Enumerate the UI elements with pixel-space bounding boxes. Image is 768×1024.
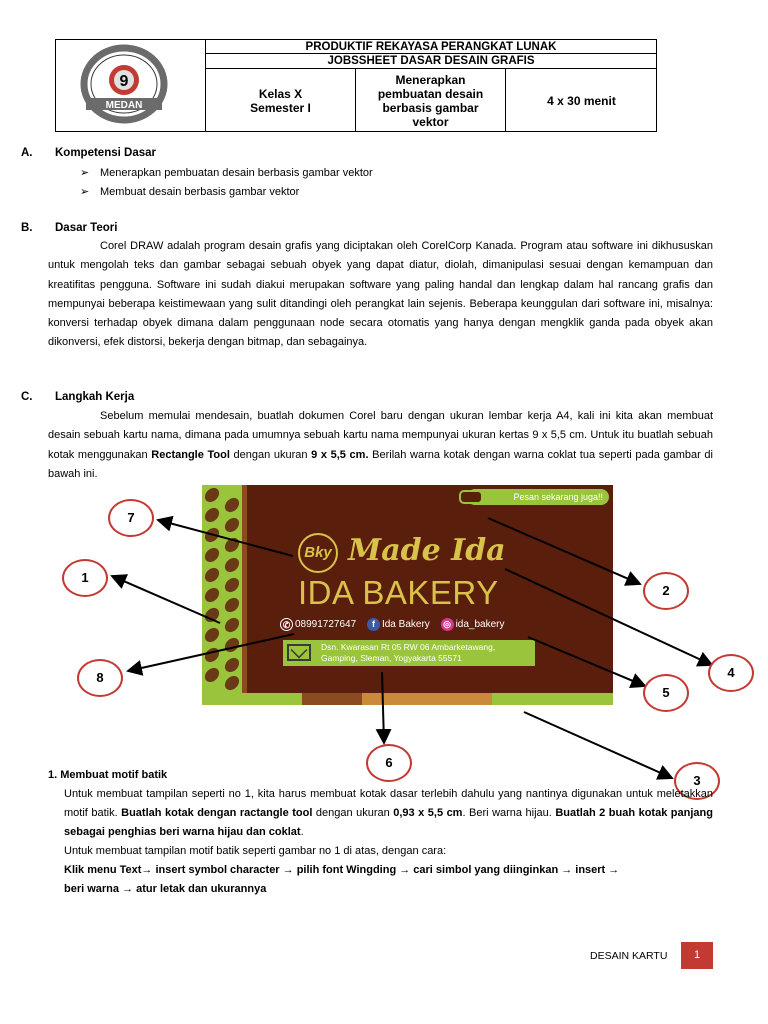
section-b-letter: B.	[21, 222, 33, 234]
footer-label: DESAIN KARTU	[590, 950, 668, 962]
callout-8: 8	[77, 659, 123, 697]
logo-inner-text: 9	[119, 73, 129, 90]
bullet-item: ➢ Membuat desain berbasis gambar vektor	[80, 186, 300, 198]
theory-paragraph: Corel DRAW adalah program desain grafis yang diciptakan oleh CorelCorp Kanada. Program atau software ini dikhususkan untuk mengolah teks dan gambar sebagai sebuah obyek yang dapat diatur, diolah, dimanipulasi sesuai dengan kemampuan dan kreatifitas pengguna. Software ini sudah diakui merupakan software yang paling handal dan lengkap dalam hal rancang grafis dan mempunyai beberapa keistimewaan yang sulit ditandingi oleh perangkat lain sejenis. Beberapa keunggulan dari software ini, misalnya: konversi terhadap obyek dimana dalam penggunaan node secara otomatis yang hanya dengan mengklik ganda pada obyek akan dikonversi, efek distorsi, bekerja dengan bitmap, dan sebagainya.	[48, 240, 713, 349]
section-a-letter: A.	[21, 147, 33, 159]
instagram-icon: ◎	[441, 618, 454, 631]
step1-menu-path: Klik menu Text→ insert symbol character → pilih font Wingding → cari simbol yang diinginkan → insert →	[64, 864, 620, 876]
callout-6: 6	[366, 744, 412, 782]
header-duration-cell: 4 x 30 menit	[547, 93, 616, 108]
arrow-bullet-icon: ➢	[80, 186, 90, 198]
logo-bottom-text: MEDAN	[105, 100, 143, 111]
order-pill: Pesan sekarang juga!!	[467, 489, 609, 505]
callout-2: 2	[643, 572, 689, 610]
semester-label: Semester I	[250, 100, 311, 115]
business-name: IDA BAKERY	[298, 574, 499, 611]
step1-title: 1. Membuat motif batik	[48, 769, 168, 781]
steps-paragraph: Sebelum memulai mendesain, buatlah dokumen Corel baru dengan ukuran lembar kerja A4, kali ini kita akan membuat desain sebuah kartu nama, dimana pada umumnya sebuah kartu nama mempunyai ukuran kertas 9 x 5,5 cm. Untuk itu buatlah sebuah kotak menggunakan Rectangle Tool dengan ukuran 9 x 5,5 cm. Berilah warna kotak dengan warna coklat tua seperti pada gambar di bawah ini.	[48, 410, 713, 480]
callout-3: 3	[674, 762, 720, 800]
bullet-item: ➢ Menerapkan pembuatan desain berbasis gambar vektor	[80, 167, 373, 179]
kelas-label: Kelas X	[258, 86, 303, 101]
page-number-badge: 1	[681, 942, 713, 969]
address-box: Dsn. Kwarasan Rt 05 RW 06 Ambarketawang, Gamping, Sleman, Yogyakarta 55571	[283, 640, 535, 666]
header-title-2: JOBSSHEET DASAR DESAIN GRAFIS	[206, 54, 656, 69]
header-title-1: PRODUKTIF REKAYASA PERANGKAT LUNAK	[206, 40, 656, 54]
step1-menu-path-cont: beri warna → atur letak dan ukurannya	[64, 883, 267, 895]
section-a-title: Kompetensi Dasar	[55, 147, 156, 159]
brand-logo-mark: Bky	[298, 533, 338, 573]
section-c-title: Langkah Kerja	[55, 391, 135, 403]
contact-row: ✆ 08991727647 f Ida Bakery ◎ ida_bakery	[280, 618, 600, 632]
callout-7: 7	[108, 499, 154, 537]
header-topic-cell: Menerapkan pembuatan desain berbasis gambar vektor	[356, 69, 506, 132]
arrow-bullet-icon: ➢	[80, 167, 90, 179]
facebook-icon: f	[367, 618, 380, 631]
brand-script-name: Made Ida	[348, 533, 506, 568]
step1-text: Untuk membuat tampilan seperti no 1, kita harus membuat kotak dasar terlebih dahulu yang nantinya digunakan untuk meletakkan motif batik. Buatlah kotak dengan ractangle tool dengan ukuran 0,93 x 5,5 cm. Beri warna hijau. Buatlah 2 buah kotak panjang sebagai penghias beri warna hijau dan coklat.	[64, 788, 714, 838]
phone-icon: ✆	[280, 618, 293, 631]
callout-1: 1	[62, 559, 108, 597]
section-c-letter: C.	[21, 391, 33, 403]
callout-4: 4	[708, 654, 754, 692]
callout-5: 5	[643, 674, 689, 712]
step1-instruction: Untuk membuat tampilan motif batik seperti gambar no 1 di atas, dengan cara:	[64, 845, 447, 857]
section-b-title: Dasar Teori	[55, 222, 118, 234]
